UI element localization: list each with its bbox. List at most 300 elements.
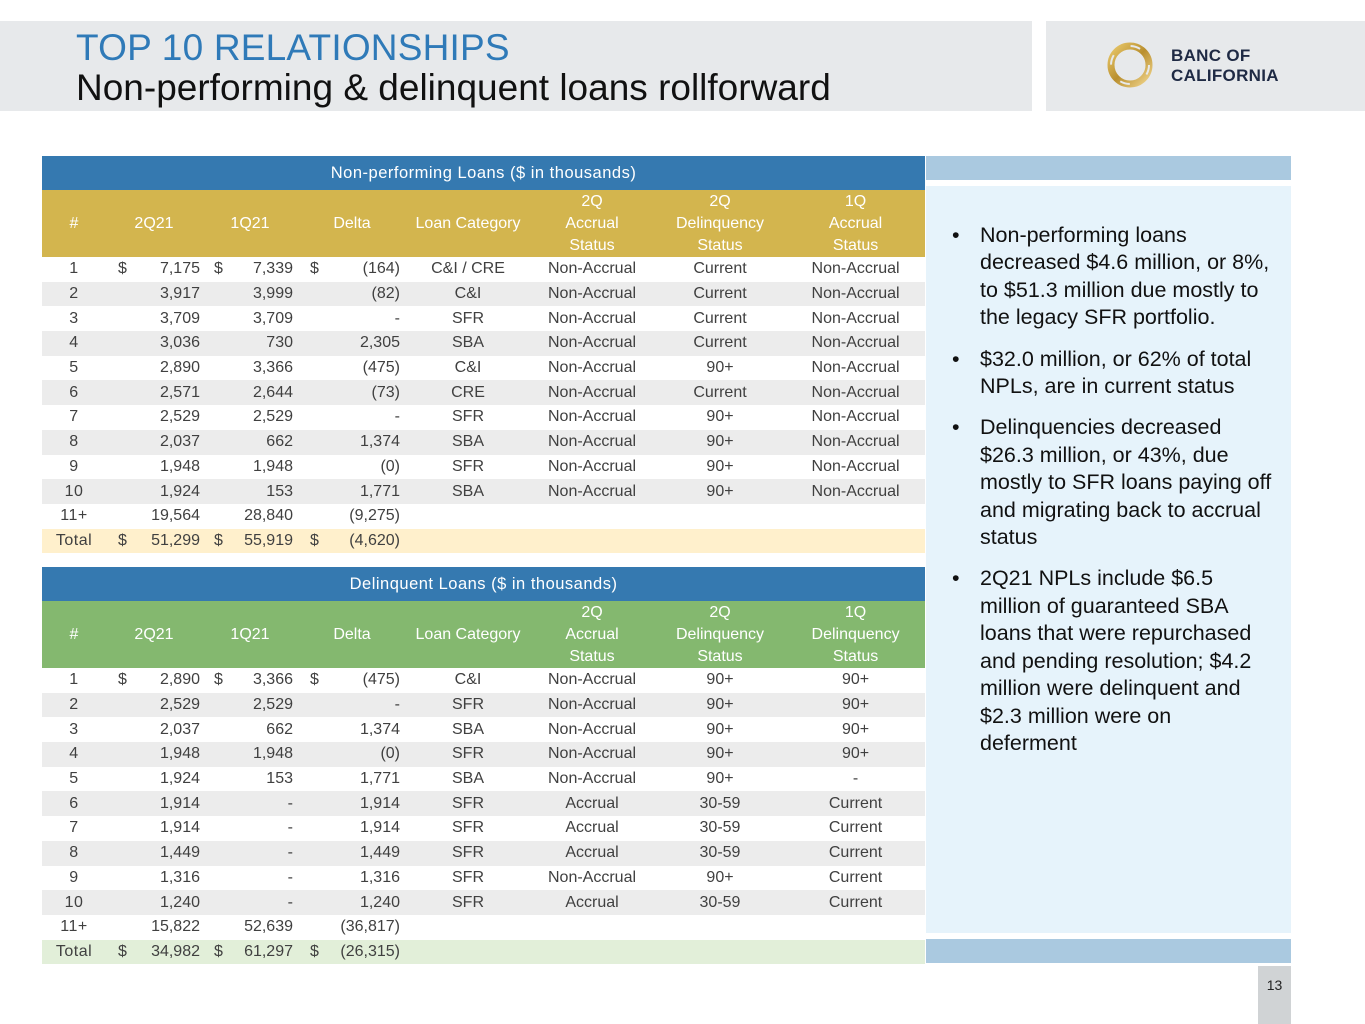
- value-1q21: [202, 356, 298, 381]
- banc-logo-ring-icon: [1105, 40, 1155, 90]
- row-index: 11+: [42, 504, 106, 529]
- npl_table-header-2: 1Q21: [202, 190, 298, 257]
- value-2q21: [106, 693, 202, 718]
- total-1q21-value: 61,297: [244, 942, 293, 960]
- delinquency-status-2q: 90+: [654, 405, 786, 430]
- status-1q: 90+: [786, 693, 925, 718]
- row-index: 8: [42, 430, 106, 455]
- table-row: [42, 668, 925, 693]
- accrual-status-2q: [530, 915, 654, 940]
- total-2q21: [106, 529, 202, 554]
- bullet-item: [952, 565, 1272, 757]
- value-delta-value: (82): [371, 285, 400, 303]
- row-index: 5: [42, 356, 106, 381]
- delinquency-status-2q: 90+: [654, 668, 786, 693]
- accrual-status-2q: Non-Accrual: [530, 668, 654, 693]
- row-index: 6: [42, 791, 106, 816]
- value-1q21: [202, 717, 298, 742]
- value-delta-value: (36,817): [340, 918, 400, 936]
- value-1q21: [202, 504, 298, 529]
- currency-symbol: $: [118, 671, 127, 689]
- value-2q21-value: 2,529: [159, 408, 200, 426]
- value-1q21: [202, 430, 298, 455]
- table-row: [42, 791, 925, 816]
- total-2q21-value: 34,982: [151, 942, 200, 960]
- table-row: [42, 356, 925, 381]
- accrual-status-2q: Non-Accrual: [530, 693, 654, 718]
- bullet-item: [952, 346, 1272, 401]
- delinquency-status-2q: Current: [654, 306, 786, 331]
- row-index: 3: [42, 306, 106, 331]
- value-1q21-value: 2,644: [252, 383, 293, 401]
- status-1q: 90+: [786, 717, 925, 742]
- value-1q21-value: 153: [266, 770, 293, 788]
- currency-symbol: $: [118, 260, 127, 278]
- value-delta: [298, 405, 406, 430]
- value-delta: [298, 791, 406, 816]
- value-delta: [298, 890, 406, 915]
- value-2q21-value: 3,917: [159, 285, 200, 303]
- value-1q21-value: 153: [266, 482, 293, 500]
- delinquency-status-2q: 90+: [654, 767, 786, 792]
- accrual-status-2q: Non-Accrual: [530, 405, 654, 430]
- value-delta-value: 1,316: [359, 868, 400, 886]
- value-2q21: [106, 841, 202, 866]
- slide-title: TOP 10 RELATIONSHIPS: [76, 27, 510, 68]
- accrual-status-2q: Non-Accrual: [530, 455, 654, 480]
- loan-category: C&I: [406, 356, 530, 381]
- table-row: [42, 890, 925, 915]
- status-1q: Current: [786, 816, 925, 841]
- dl_table-header-3: Delta: [298, 601, 406, 668]
- table-row: [42, 380, 925, 405]
- value-1q21: [202, 693, 298, 718]
- row-index: 2: [42, 282, 106, 307]
- slide-subtitle: Non-performing & delinquent loans rollforward: [76, 67, 831, 108]
- value-2q21: [106, 282, 202, 307]
- value-delta: [298, 331, 406, 356]
- accrual-status-2q: Non-Accrual: [530, 380, 654, 405]
- value-delta: [298, 816, 406, 841]
- status-1q: Current: [786, 841, 925, 866]
- value-delta-value: (164): [362, 260, 400, 278]
- total-delta-value: (26,315): [340, 942, 400, 960]
- accrual-status-2q: [530, 504, 654, 529]
- table-row: [42, 479, 925, 504]
- value-1q21: [202, 380, 298, 405]
- value-2q21-value: 2,037: [159, 433, 200, 451]
- row-index: 4: [42, 742, 106, 767]
- empty-cell: [530, 940, 654, 965]
- value-2q21-value: 2,890: [159, 671, 200, 689]
- value-2q21: [106, 890, 202, 915]
- table-row: [42, 915, 925, 940]
- bullet-dot-icon: •: [952, 566, 960, 591]
- value-delta-value: (73): [371, 383, 400, 401]
- loan-category: SFR: [406, 890, 530, 915]
- empty-cell: [530, 529, 654, 554]
- value-2q21: [106, 866, 202, 891]
- loan-category: SBA: [406, 430, 530, 455]
- value-delta: [298, 915, 406, 940]
- loan-category: SFR: [406, 306, 530, 331]
- bullet-dot-icon: •: [952, 415, 960, 440]
- value-delta-value: 1,771: [359, 770, 400, 788]
- status-1q: Non-Accrual: [786, 356, 925, 381]
- total-1q21: [202, 529, 298, 554]
- empty-cell: [786, 529, 925, 554]
- total-2q21-value: 51,299: [151, 531, 200, 549]
- value-delta: [298, 504, 406, 529]
- status-1q: Non-Accrual: [786, 331, 925, 356]
- row-index: 8: [42, 841, 106, 866]
- loan-category: [406, 915, 530, 940]
- total-delta: [298, 940, 406, 965]
- value-2q21-value: 1,924: [159, 482, 200, 500]
- currency-symbol: $: [118, 942, 127, 960]
- value-delta: [298, 306, 406, 331]
- value-1q21: [202, 668, 298, 693]
- status-1q: Current: [786, 890, 925, 915]
- status-1q: 90+: [786, 742, 925, 767]
- currency-symbol: $: [310, 531, 319, 549]
- npl_table-header-3: Delta: [298, 190, 406, 257]
- value-1q21-value: -: [287, 819, 293, 837]
- value-1q21: [202, 257, 298, 282]
- row-index: 4: [42, 331, 106, 356]
- value-2q21-value: 3,709: [159, 309, 200, 327]
- value-2q21-value: 2,890: [159, 359, 200, 377]
- value-2q21: [106, 791, 202, 816]
- delinquency-status-2q: 90+: [654, 455, 786, 480]
- value-1q21: [202, 890, 298, 915]
- status-1q: [786, 504, 925, 529]
- value-delta: [298, 356, 406, 381]
- value-1q21: [202, 282, 298, 307]
- accrual-status-2q: Non-Accrual: [530, 717, 654, 742]
- npl-header-row: [42, 190, 925, 257]
- table-row: [42, 455, 925, 480]
- status-1q: Non-Accrual: [786, 455, 925, 480]
- value-delta-value: -: [394, 408, 400, 426]
- total-2q21: [106, 940, 202, 965]
- value-2q21-value: 1,948: [159, 745, 200, 763]
- bullet-item: [952, 222, 1272, 332]
- value-2q21-value: 1,316: [159, 868, 200, 886]
- delinquency-status-2q: [654, 504, 786, 529]
- npl_table-header-6: 2Q Delinquency Status: [654, 190, 786, 257]
- delinquency-status-2q: 30-59: [654, 841, 786, 866]
- value-delta-value: (9,275): [349, 507, 400, 525]
- delinquency-status-2q: [654, 915, 786, 940]
- currency-symbol: $: [310, 260, 319, 278]
- row-index: 7: [42, 405, 106, 430]
- row-index: 11+: [42, 915, 106, 940]
- delinquency-status-2q: Current: [654, 257, 786, 282]
- npl-table-title: Non-performing Loans ($ in thousands): [42, 156, 925, 190]
- value-1q21-value: 1,948: [252, 745, 293, 763]
- delinquency-status-2q: 90+: [654, 430, 786, 455]
- table-row: [42, 504, 925, 529]
- status-1q: Non-Accrual: [786, 257, 925, 282]
- value-1q21-value: 28,840: [244, 507, 293, 525]
- currency-symbol: $: [310, 671, 319, 689]
- value-2q21-value: 7,175: [159, 260, 200, 278]
- total-label: Total: [42, 940, 106, 965]
- total-1q21: [202, 940, 298, 965]
- value-1q21: [202, 455, 298, 480]
- table-row: [42, 841, 925, 866]
- table-row: [42, 306, 925, 331]
- accrual-status-2q: Non-Accrual: [530, 767, 654, 792]
- value-1q21-value: -: [287, 893, 293, 911]
- value-delta: [298, 455, 406, 480]
- table-row: [42, 767, 925, 792]
- total-delta: [298, 529, 406, 554]
- delinquency-status-2q: 30-59: [654, 890, 786, 915]
- loan-category: [406, 504, 530, 529]
- status-1q: Non-Accrual: [786, 380, 925, 405]
- accrual-status-2q: Accrual: [530, 841, 654, 866]
- value-delta: [298, 479, 406, 504]
- value-delta: [298, 841, 406, 866]
- value-2q21-value: 19,564: [151, 507, 200, 525]
- row-index: 10: [42, 479, 106, 504]
- accrual-status-2q: Non-Accrual: [530, 356, 654, 381]
- value-1q21-value: -: [287, 868, 293, 886]
- delinquency-status-2q: Current: [654, 331, 786, 356]
- table-row: [42, 816, 925, 841]
- bullet-dot-icon: •: [952, 346, 960, 371]
- currency-symbol: $: [214, 942, 223, 960]
- status-1q: Non-Accrual: [786, 479, 925, 504]
- accrual-status-2q: Non-Accrual: [530, 257, 654, 282]
- loan-category: SFR: [406, 866, 530, 891]
- commentary-bullets: [952, 222, 1272, 771]
- npl_table-header-5: 2Q Accrual Status: [530, 190, 654, 257]
- value-1q21-value: 1,948: [252, 457, 293, 475]
- value-2q21-value: 1,914: [159, 794, 200, 812]
- loan-category: SBA: [406, 767, 530, 792]
- value-2q21: [106, 504, 202, 529]
- value-2q21: [106, 430, 202, 455]
- value-2q21-value: 1,914: [159, 819, 200, 837]
- loan-category: SFR: [406, 791, 530, 816]
- row-index: 1: [42, 257, 106, 282]
- delinquency-status-2q: 30-59: [654, 816, 786, 841]
- npl_table-header-1: 2Q21: [106, 190, 202, 257]
- status-1q: Current: [786, 791, 925, 816]
- value-delta-value: 1,914: [359, 794, 400, 812]
- delinquency-status-2q: 90+: [654, 479, 786, 504]
- empty-cell: [786, 940, 925, 965]
- row-index: 5: [42, 767, 106, 792]
- value-2q21: [106, 767, 202, 792]
- value-delta-value: (0): [380, 457, 400, 475]
- npl_table-header-0: #: [42, 190, 106, 257]
- bullet-text: Non-performing loans decreased $4.6 million, or 8%, to $51.3 million due mostly to the legacy SFR portfolio.: [980, 223, 1270, 330]
- empty-cell: [654, 940, 786, 965]
- dl_table-header-0: #: [42, 601, 106, 668]
- value-1q21: [202, 479, 298, 504]
- loan-category: C&I: [406, 282, 530, 307]
- status-1q: Non-Accrual: [786, 306, 925, 331]
- loan-category: C&I / CRE: [406, 257, 530, 282]
- non-performing-loans-table: [42, 156, 925, 553]
- total-row: [42, 529, 925, 554]
- value-2q21-value: 15,822: [151, 918, 200, 936]
- value-2q21-value: 1,948: [159, 457, 200, 475]
- loan-category: SFR: [406, 816, 530, 841]
- row-index: 10: [42, 890, 106, 915]
- dl_table-header-7: 1Q Delinquency Status: [786, 601, 925, 668]
- accrual-status-2q: Non-Accrual: [530, 306, 654, 331]
- value-2q21: [106, 455, 202, 480]
- value-2q21: [106, 717, 202, 742]
- dl_table-header-5: 2Q Accrual Status: [530, 601, 654, 668]
- table-row: [42, 866, 925, 891]
- loan-category: SBA: [406, 479, 530, 504]
- value-delta-value: 1,914: [359, 819, 400, 837]
- status-1q: -: [786, 767, 925, 792]
- currency-symbol: $: [214, 260, 223, 278]
- value-2q21-value: 2,571: [159, 383, 200, 401]
- value-1q21: [202, 306, 298, 331]
- empty-cell: [406, 940, 530, 965]
- value-delta-value: -: [394, 696, 400, 714]
- accrual-status-2q: Accrual: [530, 791, 654, 816]
- table-row: [42, 430, 925, 455]
- accrual-status-2q: Non-Accrual: [530, 742, 654, 767]
- total-delta-value: (4,620): [349, 531, 400, 549]
- value-1q21: [202, 767, 298, 792]
- logo-text: [1171, 46, 1279, 86]
- table-row: [42, 282, 925, 307]
- loan-category: SFR: [406, 742, 530, 767]
- table-row: [42, 717, 925, 742]
- value-2q21: [106, 380, 202, 405]
- accrual-status-2q: Non-Accrual: [530, 479, 654, 504]
- status-1q: Non-Accrual: [786, 405, 925, 430]
- total-1q21-value: 55,919: [244, 531, 293, 549]
- row-index: 1: [42, 668, 106, 693]
- delinquency-status-2q: 90+: [654, 866, 786, 891]
- loan-category: CRE: [406, 380, 530, 405]
- value-delta: [298, 717, 406, 742]
- status-1q: [786, 915, 925, 940]
- value-1q21-value: 662: [266, 433, 293, 451]
- page-number: 13: [1258, 966, 1291, 1024]
- npl_table-header-7: 1Q Accrual Status: [786, 190, 925, 257]
- delinquency-status-2q: 90+: [654, 742, 786, 767]
- loan-category: SFR: [406, 841, 530, 866]
- value-delta: [298, 866, 406, 891]
- side-panel-top-bar: [926, 156, 1291, 180]
- value-1q21-value: 7,339: [252, 260, 293, 278]
- currency-symbol: $: [118, 531, 127, 549]
- delinquency-status-2q: 90+: [654, 356, 786, 381]
- status-1q: Non-Accrual: [786, 282, 925, 307]
- value-2q21: [106, 306, 202, 331]
- value-delta: [298, 693, 406, 718]
- side-panel-bottom-bar: [926, 939, 1291, 963]
- value-2q21: [106, 816, 202, 841]
- dl_table-header-2: 1Q21: [202, 601, 298, 668]
- row-index: 3: [42, 717, 106, 742]
- value-delta: [298, 767, 406, 792]
- value-2q21-value: 3,036: [159, 334, 200, 352]
- value-delta: [298, 257, 406, 282]
- dl_table-header-4: Loan Category: [406, 601, 530, 668]
- value-delta: [298, 668, 406, 693]
- value-2q21: [106, 356, 202, 381]
- currency-symbol: $: [214, 671, 223, 689]
- accrual-status-2q: Non-Accrual: [530, 282, 654, 307]
- dl-table-title: Delinquent Loans ($ in thousands): [42, 567, 925, 601]
- row-index: 9: [42, 866, 106, 891]
- value-1q21: [202, 791, 298, 816]
- value-1q21: [202, 915, 298, 940]
- value-2q21-value: 1,449: [159, 844, 200, 862]
- table-row: [42, 405, 925, 430]
- value-1q21: [202, 866, 298, 891]
- value-delta: [298, 742, 406, 767]
- bullet-text: $32.0 million, or 62% of total NPLs, are in current status: [980, 346, 1252, 399]
- npl_table-header-4: Loan Category: [406, 190, 530, 257]
- delinquent-loans-table: [42, 567, 925, 964]
- bullet-text: Delinquencies decreased $26.3 million, or 43%, due mostly to SFR loans paying off and migrating back to accrual status: [980, 415, 1272, 550]
- value-1q21-value: -: [287, 794, 293, 812]
- delinquency-status-2q: 90+: [654, 717, 786, 742]
- value-2q21: [106, 405, 202, 430]
- currency-symbol: $: [214, 531, 223, 549]
- row-index: 6: [42, 380, 106, 405]
- logo-line-2: CALIFORNIA: [1171, 66, 1279, 85]
- value-1q21: [202, 816, 298, 841]
- status-1q: 90+: [786, 668, 925, 693]
- dl_table-header-1: 2Q21: [106, 601, 202, 668]
- table-row: [42, 742, 925, 767]
- accrual-status-2q: Accrual: [530, 816, 654, 841]
- accrual-status-2q: Non-Accrual: [530, 430, 654, 455]
- value-1q21-value: 3,366: [252, 359, 293, 377]
- value-1q21-value: -: [287, 844, 293, 862]
- loan-category: SFR: [406, 455, 530, 480]
- status-1q: Non-Accrual: [786, 430, 925, 455]
- dl-header-row: [42, 601, 925, 668]
- value-1q21-value: 2,529: [252, 696, 293, 714]
- value-2q21: [106, 742, 202, 767]
- value-delta-value: 1,449: [359, 844, 400, 862]
- row-index: 7: [42, 816, 106, 841]
- total-row: [42, 940, 925, 965]
- row-index: 9: [42, 455, 106, 480]
- loan-category: C&I: [406, 668, 530, 693]
- value-1q21-value: 3,709: [252, 309, 293, 327]
- value-1q21-value: 3,999: [252, 285, 293, 303]
- value-1q21-value: 3,366: [252, 671, 293, 689]
- accrual-status-2q: Non-Accrual: [530, 331, 654, 356]
- value-2q21-value: 1,924: [159, 770, 200, 788]
- value-delta-value: 1,240: [359, 893, 400, 911]
- value-1q21: [202, 405, 298, 430]
- loan-category: SFR: [406, 405, 530, 430]
- delinquency-status-2q: 90+: [654, 693, 786, 718]
- table-row: [42, 331, 925, 356]
- empty-cell: [654, 529, 786, 554]
- value-2q21-value: 2,037: [159, 720, 200, 738]
- value-1q21-value: 662: [266, 720, 293, 738]
